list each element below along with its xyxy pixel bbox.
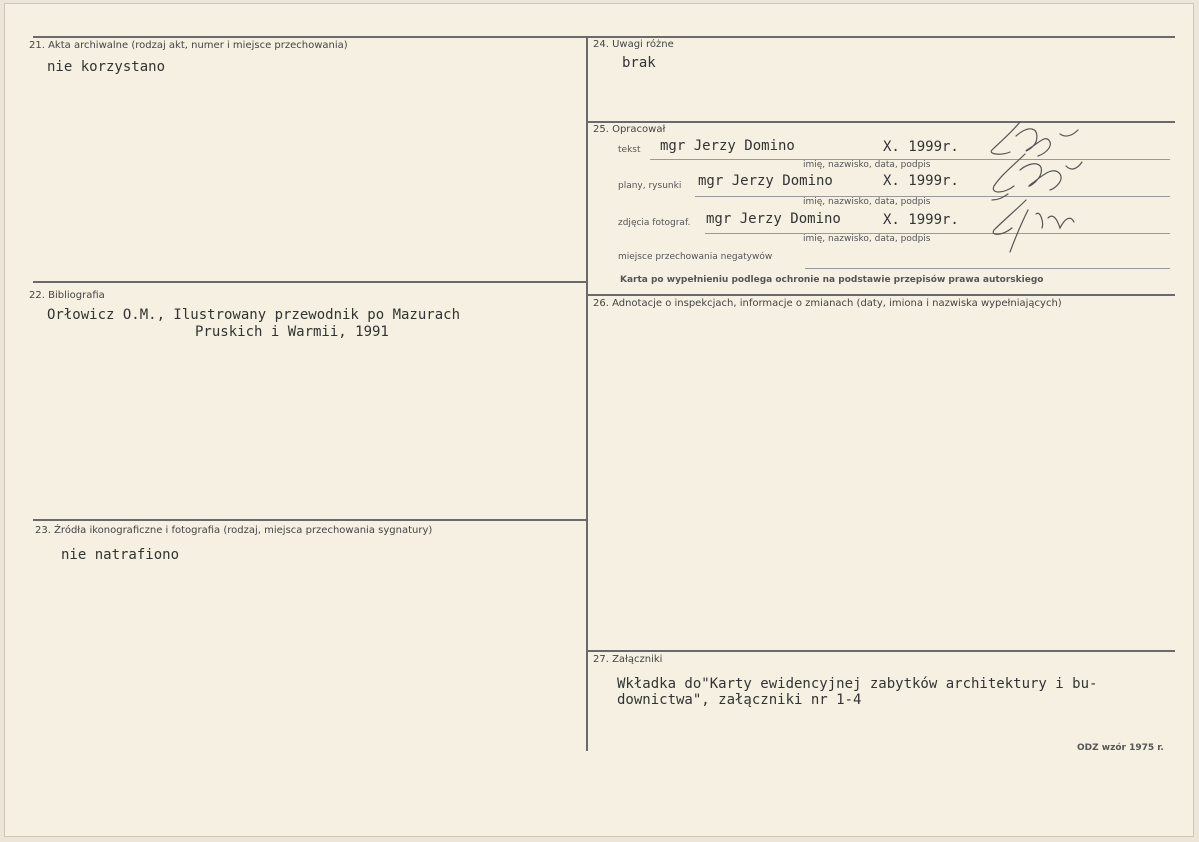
top-rule xyxy=(33,36,1175,38)
sec25-row1-date: X. 1999r. xyxy=(883,139,959,155)
sec25-row2-caption: imię, nazwisko, data, podpis xyxy=(803,197,931,207)
sec25-row2-value: mgr Jerzy Domino xyxy=(698,173,833,189)
sec25-negatives-label: miejsce przechowania negatywów xyxy=(618,252,773,262)
left-rule-23 xyxy=(33,519,586,521)
sec25-row2-date: X. 1999r. xyxy=(883,173,959,189)
sec25-row3-rule xyxy=(705,233,1170,234)
right-rule-26 xyxy=(588,294,1175,296)
sec22-line2: Pruskich i Warmii, 1991 xyxy=(195,324,389,340)
sec26-label: 26. Adnotacje o inspekcjach, informacje o zmianach (daty, imiona i nazwiska wypełniających) xyxy=(593,298,1062,309)
sec25-label: 25. Opracował xyxy=(593,124,666,135)
sec25-row3-value: mgr Jerzy Domino xyxy=(706,211,841,227)
sec25-row1-caption: imię, nazwisko, data, podpis xyxy=(803,160,931,170)
sec25-row3-label: zdjęcia fotograf. xyxy=(618,218,691,228)
sec25-row2-label: plany, rysunki xyxy=(618,181,682,191)
sec22-line1: Orłowicz O.M., Ilustrowany przewodnik po Mazurach xyxy=(47,307,461,323)
sec25-row2-rule xyxy=(695,196,1170,197)
left-rule-22 xyxy=(33,281,586,283)
sec27-label: 27. Załączniki xyxy=(593,654,663,665)
sec24-label: 24. Uwagi różne xyxy=(593,39,674,50)
sec25-copyright-note: Karta po wypełnieniu podlega ochronie na podstawie przepisów prawa autorskiego xyxy=(620,275,1044,285)
sec22-label: 22. Bibliografia xyxy=(29,290,105,301)
sec25-row3-date: X. 1999r. xyxy=(883,212,959,228)
handwritten-signature-icon xyxy=(980,114,1090,259)
sec23-value: nie natrafiono xyxy=(61,547,180,563)
right-rule-27 xyxy=(588,650,1175,652)
sec27-line1: Wkładka do"Karty ewidencyjnej zabytków architektury i bu- xyxy=(617,676,1098,692)
form-footer: ODZ wzór 1975 r. xyxy=(1077,743,1164,753)
sec21-value: nie korzystano xyxy=(47,59,166,75)
sec23-label: 23. Źródła ikonograficzne i fotografia (rodzaj, miejsca przechowania sygnatury) xyxy=(35,525,433,536)
sec25-row1-value: mgr Jerzy Domino xyxy=(660,138,795,154)
sec21-label: 21. Akta archiwalne (rodzaj akt, numer i miejsce przechowania) xyxy=(29,40,348,51)
sec27-line2: downictwa", załączniki nr 1-4 xyxy=(617,692,862,708)
form-card xyxy=(4,3,1194,837)
sec25-row3-caption: imię, nazwisko, data, podpis xyxy=(803,234,931,244)
sec24-value: brak xyxy=(622,55,656,71)
center-divider xyxy=(586,36,588,751)
sec25-negatives-rule xyxy=(805,268,1170,269)
sec25-row1-label: tekst xyxy=(618,145,641,155)
